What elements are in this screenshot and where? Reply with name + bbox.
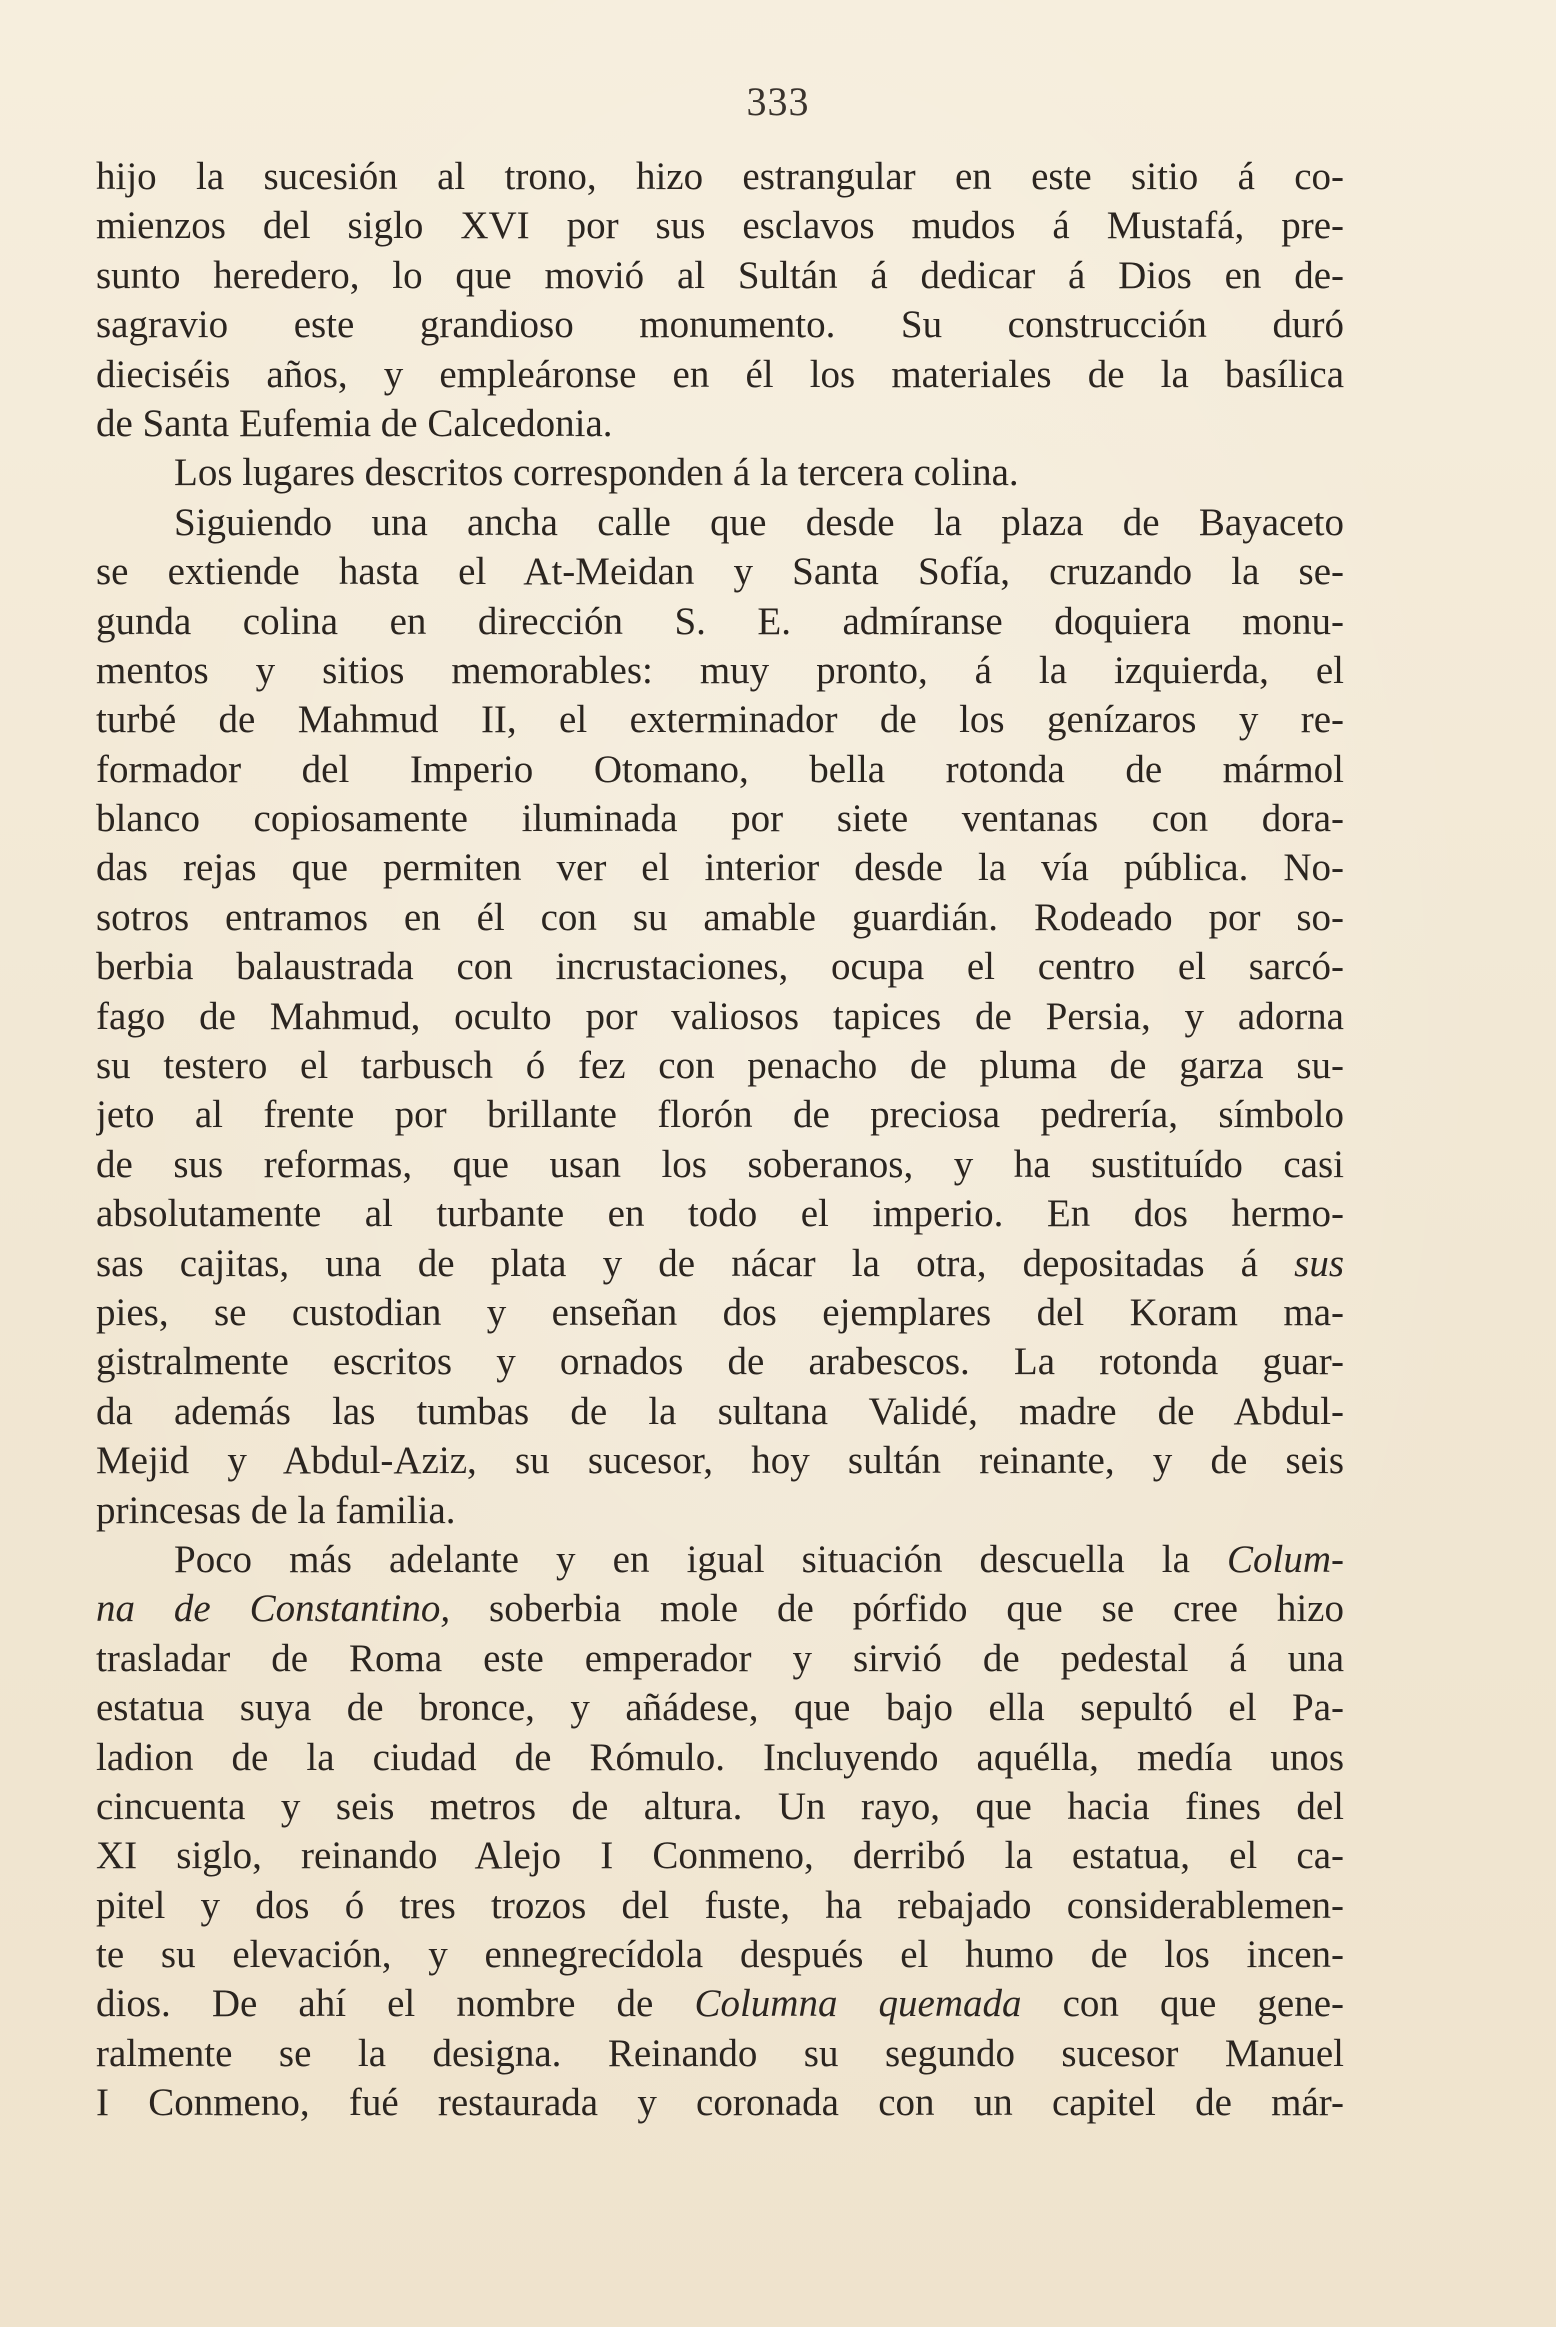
text-line: de sus reformas, que usan los soberanos, y ha sustituído casi xyxy=(96,1142,1344,1186)
text-line: sotros entramos en él con su amable guardián. Rodeado por so- xyxy=(96,895,1344,939)
text-line: XI siglo, reinando Alejo I Conmeno, derribó la estatua, el ca- xyxy=(96,1834,1344,1878)
text-line: berbia balaustrada con incrustaciones, ocupa el centro el sarcó- xyxy=(96,945,1344,989)
text-line: ladion de la ciudad de Rómulo. Incluyendo aquélla, medía unos xyxy=(96,1735,1344,1779)
text-line: ralmente se la designa. Reinando su segundo sucesor Manuel xyxy=(96,2031,1344,2075)
body-text xyxy=(96,152,1344,2128)
text-line: da además las tumbas de la sultana Validé, madre de Abdul- xyxy=(96,1389,1344,1433)
text-line: I Conmeno, fué restaurada y coronada con un capitel de már- xyxy=(96,2081,1344,2125)
text-line: Siguiendo una ancha calle que desde la plaza de Bayaceto xyxy=(174,500,1344,544)
text-line: su testero el tarbusch ó fez con penacho de pluma de garza su- xyxy=(96,1044,1344,1088)
text-line: hijo la sucesión al trono, hizo estrangular en este sitio á co- xyxy=(96,155,1344,198)
text-line: das rejas que permiten ver el interior desde la vía pública. No- xyxy=(96,846,1344,890)
text-line: princesas de la familia. xyxy=(96,1488,456,1532)
text-span: soberbia mole de pórfido que se cree hizo xyxy=(489,1587,1344,1631)
italic-text: na de Constantino, xyxy=(96,1587,451,1631)
italic-text: Colum- xyxy=(1227,1537,1344,1581)
text-line: sagravio este grandioso monumento. Su construcción duró xyxy=(96,303,1344,347)
text-line xyxy=(96,1535,1344,1584)
text-line: dieciséis años, y empleáronse en él los materiales de la basílica xyxy=(96,352,1344,396)
text-span: dios. De ahí el nombre de xyxy=(96,1982,654,2026)
page-number: 333 xyxy=(746,79,810,124)
text-line: formador del Imperio Otomano, bella rotonda de mármol xyxy=(96,747,1344,791)
text-line xyxy=(96,1584,1344,1633)
text-line: estatua suya de bronce, y añádese, que bajo ella sepultó el Pa- xyxy=(96,1686,1344,1730)
text-line: gunda colina en dirección S. E. admíranse doquiera monu- xyxy=(96,599,1344,643)
text-line: jeto al frente por brillante florón de preciosa pedrería, símbolo xyxy=(96,1093,1344,1137)
text-line: fago de Mahmud, oculto por valiosos tapices de Persia, y adorna xyxy=(96,994,1344,1038)
text-line: cincuenta y seis metros de altura. Un rayo, que hacia fines del xyxy=(96,1784,1344,1828)
text-line: sunto heredero, lo que movió al Sultán á dedicar á Dios en de- xyxy=(96,253,1344,297)
text-line: Los lugares descritos corresponden á la tercera colina. xyxy=(174,451,1019,495)
italic-text: Columna quemada xyxy=(694,1982,1022,2026)
text-line: turbé de Mahmud II, el exterminador de los genízaros y re- xyxy=(96,698,1344,742)
text-line xyxy=(96,1239,1344,1288)
text-span: Poco más adelante y en igual situación descuella la xyxy=(174,1537,1190,1581)
text-line: absolutamente al turbante en todo el imperio. En dos hermo- xyxy=(96,1192,1344,1236)
italic-text: sus xyxy=(1294,1241,1344,1285)
text-line: gistralmente escritos y ornados de arabescos. La rotonda guar- xyxy=(96,1340,1344,1384)
text-span: sas cajitas, una de plata y de nácar la otra, depositadas á xyxy=(96,1241,1258,1285)
text-line: Mejid y Abdul-Aziz, su sucesor, hoy sultán reinante, y de seis xyxy=(96,1439,1344,1483)
text-span: con que gene- xyxy=(1062,1982,1344,2026)
text-line: de Santa Eufemia de Calcedonia. xyxy=(96,401,613,445)
text-line: blanco copiosamente iluminada por siete ventanas con dora- xyxy=(96,797,1344,841)
text-line: se extiende hasta el At-Meidan y Santa Sofía, cruzando la se- xyxy=(96,550,1344,594)
text-line: pies, se custodian y enseñan dos ejemplares del Koram ma- xyxy=(96,1290,1344,1334)
text-line: trasladar de Roma este emperador y sirvió de pedestal á una xyxy=(96,1636,1344,1680)
text-line xyxy=(96,1979,1344,2028)
text-line: te su elevación, y ennegrecídola después el humo de los incen- xyxy=(96,1933,1344,1977)
text-line: pitel y dos ó tres trozos del fuste, ha rebajado considerablemen- xyxy=(96,1883,1344,1927)
text-line: mienzos del siglo XVI por sus esclavos mudos á Mustafá, pre- xyxy=(96,204,1344,248)
text-line: mentos y sitios memorables: muy pronto, á la izquierda, el xyxy=(96,648,1344,692)
